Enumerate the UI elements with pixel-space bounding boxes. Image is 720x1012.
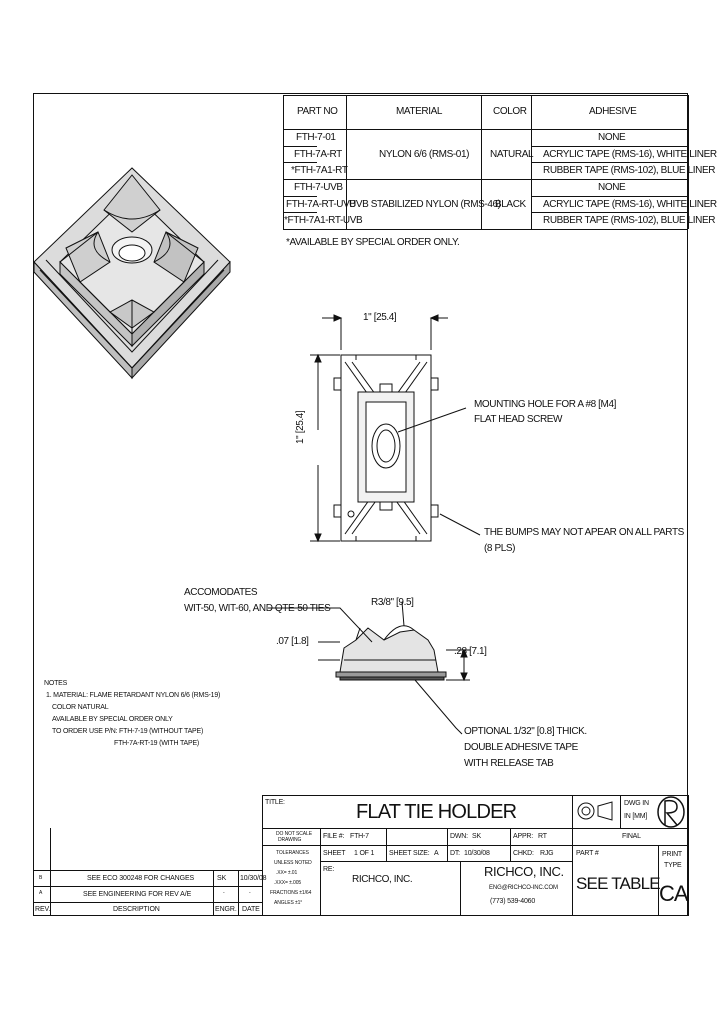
desc-cell: SEE ECO 300248 FOR CHANGES: [87, 875, 195, 882]
adhesive-cell: RUBBER TAPE (RMS-102), BLUE LINER: [543, 165, 716, 176]
engr-cell: SK: [217, 875, 227, 882]
thickness-28-dimension: .28 [7.1]: [454, 646, 487, 657]
accommodates-callout: WIT-50, WIT-60, AND QTE-50 TIES: [184, 603, 331, 614]
adhesive-cell: NONE: [598, 182, 626, 193]
notes-heading: NOTES: [44, 680, 68, 687]
appr-value: RT: [538, 833, 547, 840]
adhesive-cell: ACRYLIC TAPE (RMS-16), WHITE LINER: [543, 199, 717, 210]
tape-callout: OPTIONAL 1/32" [0.8] THICK.: [464, 726, 587, 737]
dt-label: DT:: [450, 850, 460, 857]
bumps-callout: (8 PLS): [484, 543, 516, 554]
company-name: RICHCO, INC.: [484, 864, 564, 879]
header-part-no: PART NO: [297, 106, 338, 117]
tolerance-line: .XXX= ±.005: [274, 880, 302, 886]
title-block: [262, 795, 688, 916]
thickness-07-dimension: .07 [1.8]: [276, 636, 309, 647]
adhesive-cell: RUBBER TAPE (RMS-102), BLUE LINER: [543, 215, 716, 226]
richco-logo-icon: [655, 795, 687, 829]
desc-cell: SEE ENGINEERING FOR REV A/E: [83, 891, 192, 898]
print-type-label: TYPE: [664, 862, 682, 869]
adhesive-cell: ACRYLIC TAPE (RMS-16), WHITE LINER: [543, 149, 717, 160]
mounting-hole-callout: FLAT HEAD SCREW: [474, 414, 563, 425]
company-email: ENG@RICHCO-INC.COM: [489, 885, 558, 891]
part-no-cell: FTH-7A-RT: [294, 149, 342, 160]
date-header: DATE: [242, 906, 260, 913]
engr-header: ENGR.: [215, 906, 237, 913]
tolerance-line: .XX= ±.01: [276, 870, 298, 876]
projection-symbol-icon: [576, 798, 616, 824]
accommodates-callout: ACCOMODATES: [184, 587, 258, 598]
note-line: TO ORDER USE P/N: FTH-7-19 (WITHOUT TAPE): [52, 728, 204, 735]
note-line: AVAILABLE BY SPECIAL ORDER ONLY: [52, 716, 173, 723]
note-line: COLOR NATURAL: [52, 704, 109, 711]
rev-cell: B: [39, 875, 43, 881]
tolerance-line: TOLERANCES: [276, 850, 309, 856]
tolerance-line: UNLESS NOTED: [274, 860, 312, 866]
part-no-cell: FTH-7A-RT-UVB: [286, 199, 356, 210]
appr-label: APPR:: [513, 833, 534, 840]
part-no-cell: *FTH-7A1-RT: [291, 165, 348, 176]
part-no-cell: FTH-7-01: [296, 132, 336, 143]
rev-cell: A: [39, 890, 43, 896]
part-no-cell: FTH-7-UVB: [294, 182, 343, 193]
color-natural: NATURAL: [490, 149, 534, 160]
revision-block: [33, 828, 267, 916]
table-footnote: *AVAILABLE BY SPECIAL ORDER ONLY.: [286, 237, 460, 248]
part-label: PART #: [576, 850, 599, 857]
file-value: FTH-7: [350, 833, 369, 840]
dwn-label: DWN:: [450, 833, 468, 840]
print-type-value: CA: [659, 881, 688, 906]
drawing-title: FLAT TIE HOLDER: [356, 801, 517, 823]
mounting-hole-callout: MOUNTING HOLE FOR A #8 [M4]: [474, 399, 617, 410]
bumps-callout: THE BUMPS MAY NOT APEAR ON ALL PARTS: [484, 527, 684, 538]
sheet-size-value: A: [434, 850, 439, 857]
width-dimension: 1" [25.4]: [363, 312, 397, 323]
tape-callout: DOUBLE ADHESIVE TAPE: [464, 742, 578, 753]
date-cell: -: [249, 890, 251, 896]
sheet-label: SHEET: [323, 850, 346, 857]
adhesive-cell: NONE: [598, 132, 626, 143]
header-color: COLOR: [493, 106, 527, 117]
re-value: RICHCO, INC.: [352, 874, 413, 885]
note-line: FTH-7A-RT-19 (WITH TAPE): [114, 740, 200, 747]
engr-cell: -: [223, 890, 225, 896]
sheet-value: 1 OF 1: [354, 850, 375, 857]
final-label: FINAL: [622, 833, 641, 840]
material-black: UVB STABILIZED NYLON (RMS-46): [349, 199, 501, 210]
chkd-label: CHKD:: [513, 850, 534, 857]
company-phone: (773) 539-4060: [490, 898, 536, 905]
header-material: MATERIAL: [396, 106, 443, 117]
chkd-value: RJG: [540, 850, 554, 857]
re-label: RE:: [323, 866, 335, 873]
title-label: TITLE:: [265, 799, 285, 806]
radius-dimension: R3/8" [9.5]: [371, 597, 414, 608]
rev-header: REV.: [35, 906, 51, 913]
print-type-label: PRINT: [662, 851, 683, 858]
desc-header: DESCRIPTION: [113, 906, 160, 913]
dwg-in-value: IN [MM]: [624, 813, 648, 820]
height-dimension: 1" [25.4]: [295, 410, 306, 444]
dt-value: 10/30/08: [464, 850, 490, 857]
sheet-size-label: SHEET SIZE:: [389, 850, 430, 857]
dwg-in-label: DWG IN: [624, 800, 649, 807]
header-adhesive: ADHESIVE: [589, 106, 637, 117]
color-black: BLACK: [495, 199, 526, 210]
file-label: FILE #:: [323, 833, 345, 840]
part-value: SEE TABLE: [576, 874, 660, 893]
tol-header: DO NOT SCALE: [276, 831, 312, 837]
notes: [44, 680, 244, 760]
tolerance-line: FRACTIONS ±1/64: [270, 890, 312, 896]
material-natural: NYLON 6/6 (RMS-01): [379, 149, 470, 160]
date-cell: 10/30/08: [240, 875, 267, 882]
tape-callout: WITH RELEASE TAB: [464, 758, 554, 769]
dwn-value: SK: [472, 833, 481, 840]
tolerance-line: ANGLES ±1°: [274, 900, 303, 906]
note-line: 1. MATERIAL: FLAME RETARDANT NYLON 6/6 (RMS-19): [46, 692, 221, 699]
tol-header: DRAWING: [278, 837, 302, 843]
part-no-cell: *FTH-7A1-RT-UVB: [284, 215, 363, 226]
